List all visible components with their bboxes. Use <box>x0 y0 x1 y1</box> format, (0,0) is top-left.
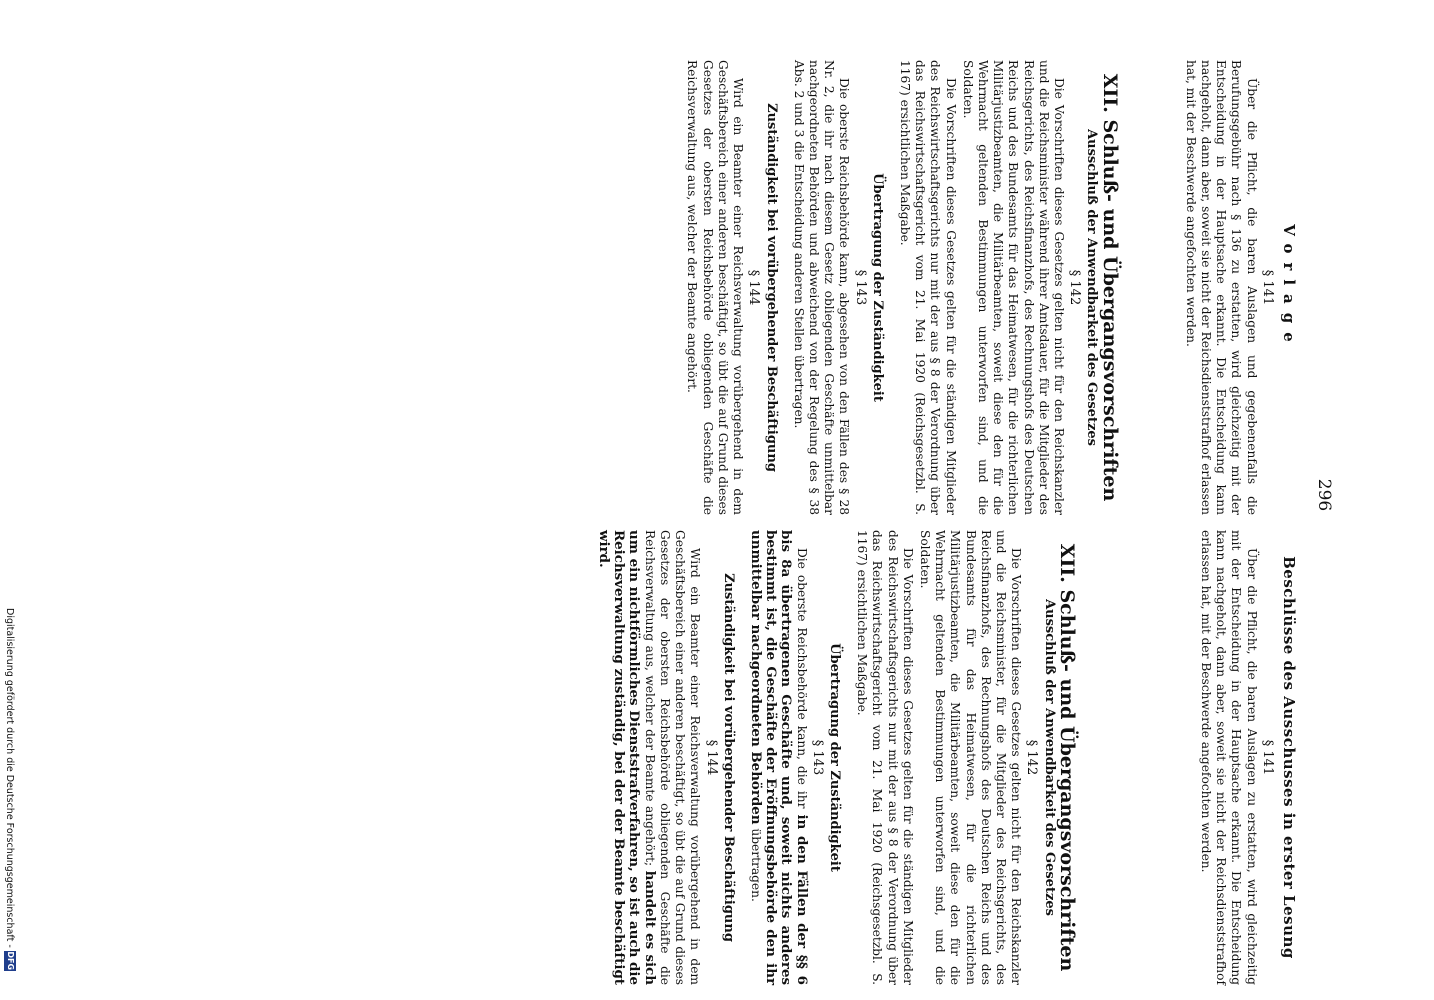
section-141-number: § 141 <box>1259 739 1275 776</box>
section-141-text: Über die Pflicht, die baren Auslagen und gegebenenfalls die Berufungsgebühr nach § 136 zu erstatten, wird gleichzeitig mit der Entscheidung in der Hauptsache erkannt. Die Entscheidung kann nachgeholt, dann aber, soweit sie nicht der Reichsdienststrafhof erlassen hat, mit der Beschwerde angefochten werden. <box>1183 60 1259 515</box>
section-144-heading: Zuständigkeit bei vorübergehender Beschäftigung <box>763 103 779 472</box>
section-144-heading: Zuständigkeit bei vorübergehender Beschäftigung <box>720 573 736 942</box>
section-144-text: Wird ein Beamter einer Reichsverwaltung vorübergehend in dem Geschäftsbereich einer anderen beschäftigt, so übt die auf Grund dieses Gesetzes der obersten Reichsbehörde obliegenden Geschäfte die Reichsverwaltung aus, welcher der Beamte angehört. <box>685 60 746 515</box>
digitization-credit <box>3 608 17 998</box>
column-beschluesse <box>594 530 1296 985</box>
section-143-amendment: in den Fällen der §§ 6 bis 8a übertragenen Geschäfte und, soweit nichts anderes bestimmt ist, die Geschäfte der Eröffnungsbehörde den ihr unmittelbar nachgeordneten Behörden <box>747 530 810 985</box>
credit-text: Digitalisierung gefördert durch die Deutsche Forschungsgemeinschaft - <box>4 608 16 948</box>
section-143-text-a: Die oberste Reichsbehörde kann, die ihr <box>794 548 809 815</box>
section-142-text-1: Die Vorschriften dieses Gesetzes gelten nicht für den Reichskanzler und die Reichsminister während ihrer Amtsdauer, für die Mitglieder des Reichsgerichts, des Reichsfinanzhofs, des Rechnungshofs des Deutschen Reichs und des Bundesamts für das Heimatwesen, für die richterlichen Militärjustizbeamten, die Militärbeamten, soweit diese den für die Wehrmacht geltenden Bestimmungen unterworfen sind, und die Soldaten. <box>960 60 1066 515</box>
chapter-subtitle: Ausschluß der Anwendbarkeit des Gesetzes <box>1041 599 1057 916</box>
section-142-text-1: Die Vorschriften dieses Gesetzes gelten nicht für den Reichskanzler und die Reichsminister, für die Mitglieder des Reichsgerichts, des Reichsfinanzhofs, des Rechnungshofs des Deutschen Reichs und des Bundesamts für das Heimatwesen, für die richterlichen Militärjustizbeamten, die Militärbeamten, soweit diese den für die Wehrmacht geltenden Bestimmungen unterworfen sind, und die Soldaten. <box>917 530 1024 985</box>
section-141-text: Über die Pflicht, die baren Auslagen zu erstatten, wird gleichzeitig mit der Entscheidung in der Hauptsache erkannt. Die Entscheidung kann nachgeholt, dann aber, soweit sie nicht der Reichsdienststrafhof erlassen hat, mit der Beschwerde angefochten werden. <box>1198 530 1259 985</box>
dfg-logo: DFG <box>6 951 15 971</box>
document-page <box>134 60 1334 986</box>
section-141-number: § 141 <box>1259 269 1275 306</box>
section-143-heading: Übertragung der Zuständigkeit <box>869 173 885 402</box>
chapter-title: XII. Schluß- und Übergangsvorschriften <box>1098 73 1121 502</box>
section-142-number: § 142 <box>1067 269 1083 306</box>
section-143-text <box>748 530 809 985</box>
section-144-number: § 144 <box>746 269 762 306</box>
section-142-number: § 142 <box>1024 739 1040 776</box>
section-143-text: Die oberste Reichsbehörde kann, abgesehen von den Fällen des § 28 Nr. 2, die ihr nach diesem Gesetz obliegenden Geschäfte unmittelbar nachgeordneten Behörden und abweichend von der Regelung des § 38 Abs. 2 und 3 die Entscheidung anderen Stellen übertragen. <box>791 60 852 515</box>
chapter-subtitle: Ausschluß der Anwendbarkeit des Gesetzes <box>1084 129 1100 446</box>
section-143-number: § 143 <box>852 269 868 306</box>
section-144-text <box>596 530 702 985</box>
section-144-text-a: Wird ein Beamter einer Reichsverwaltung vorübergehend in dem Geschäftsbereich einer anderen beschäftigt, so übt die auf Grund dieses Gesetzes der obersten Reichsbehörde obliegenden Geschäfte die Reichsverwaltung aus, welcher der Beamte angehört; <box>642 530 703 985</box>
section-144-amendment: handelt es sich um ein nichtförmliches Dienststrafverfahren, so ist auch die Reichsverwaltung zuständig, bei der der Beamte beschäftigt wird. <box>596 530 658 986</box>
running-head-vorlage: Vorlage <box>1280 224 1298 351</box>
section-142-text-2: Die Vorschriften dieses Gesetzes gelten für die ständigen Mitglieder des Reichswirtschaftsgerichts nur mit der aus § 8 der Verordnung über das Reichswirtschaftsgericht vom 21. Mai 1920 (Reichsgesetzbl. S. 1167) ersichtlichen Maßgabe. <box>855 530 915 985</box>
running-head-beschluesse: Beschlüsse des Ausschusses in erster Lesung <box>1280 556 1298 959</box>
section-143-heading: Übertragung der Zuständigkeit <box>826 643 842 872</box>
section-143-number: § 143 <box>809 739 825 776</box>
chapter-title: XII. Schluß- und Übergangsvorschriften <box>1055 543 1078 972</box>
page-number: 296 <box>1314 478 1334 512</box>
section-142-text-2: Die Vorschriften dieses Gesetzes gelten für die ständigen Mitglieder des Reichswirtschaftsgerichts nur mit der aus § 8 der Verordnung über das Reichswirtschaftsgericht vom 21. Mai 1920 (Reichsgesetzbl. S. 1167) ersichtlichen Maßgabe. <box>897 60 958 515</box>
section-143-text-c: übertragen. <box>748 824 763 902</box>
section-144-number: § 144 <box>703 739 719 776</box>
column-vorlage <box>682 60 1296 515</box>
